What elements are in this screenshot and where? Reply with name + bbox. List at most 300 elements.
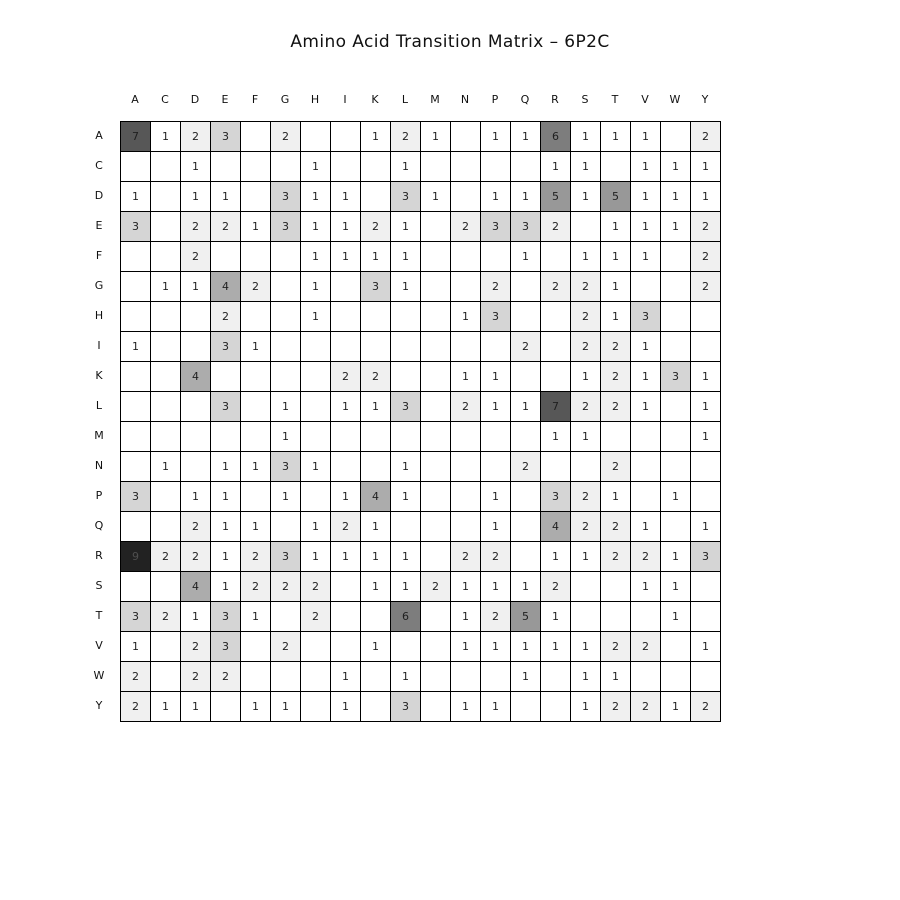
matrix-cell [510, 361, 540, 391]
matrix-cell: 1 [390, 661, 420, 691]
row-label: L [95, 399, 103, 412]
matrix-cell: 1 [180, 151, 210, 181]
matrix-cell: 1 [330, 211, 360, 241]
matrix-cell [630, 661, 660, 691]
matrix-cell [690, 451, 720, 481]
matrix-cell [420, 211, 450, 241]
matrix-cell: 3 [210, 331, 240, 361]
matrix-cell [540, 241, 570, 271]
matrix-cell: 2 [180, 121, 210, 151]
matrix-cell [240, 121, 270, 151]
row-labels [86, 121, 112, 721]
matrix-cell [330, 421, 360, 451]
matrix-cell: 1 [600, 661, 630, 691]
matrix-cell: 3 [270, 181, 300, 211]
matrix-cell: 1 [480, 511, 510, 541]
matrix-cell [420, 481, 450, 511]
matrix-cell: 1 [450, 691, 480, 721]
matrix-cell: 1 [570, 421, 600, 451]
matrix-cell: 3 [270, 211, 300, 241]
matrix-cell: 1 [300, 211, 330, 241]
matrix-cell [420, 541, 450, 571]
matrix-cell [630, 451, 660, 481]
matrix-cell: 1 [180, 271, 210, 301]
matrix-cell: 1 [570, 181, 600, 211]
matrix-cell: 1 [690, 181, 720, 211]
matrix-cell: 1 [360, 571, 390, 601]
matrix-cell: 1 [300, 271, 330, 301]
col-label: V [641, 93, 649, 106]
matrix-cell [240, 661, 270, 691]
matrix-cell [420, 331, 450, 361]
matrix-cell: 3 [210, 601, 240, 631]
matrix-cell: 2 [480, 601, 510, 631]
matrix-cell [570, 211, 600, 241]
col-label: E [221, 93, 229, 106]
matrix-cell: 1 [480, 361, 510, 391]
matrix-cell [420, 421, 450, 451]
matrix-cell [120, 301, 150, 331]
matrix-cell: 2 [570, 331, 600, 361]
matrix-cell [450, 451, 480, 481]
row-label: F [95, 249, 103, 262]
col-label: L [401, 93, 409, 106]
matrix-cell: 2 [570, 391, 600, 421]
matrix-cell: 1 [630, 331, 660, 361]
col-label: F [251, 93, 259, 106]
matrix-cell [660, 511, 690, 541]
matrix-cell: 1 [450, 301, 480, 331]
matrix-cell: 1 [150, 691, 180, 721]
matrix-cell [300, 661, 330, 691]
matrix-cell: 1 [270, 691, 300, 721]
row-label: G [94, 279, 104, 292]
col-label: Q [520, 93, 530, 106]
matrix-cell [150, 361, 180, 391]
matrix-cell: 1 [600, 121, 630, 151]
matrix-cell: 1 [660, 181, 690, 211]
matrix-cell: 1 [300, 451, 330, 481]
row-label: S [95, 579, 103, 592]
matrix-cell: 1 [450, 631, 480, 661]
matrix-cell [240, 391, 270, 421]
matrix-cell: 1 [510, 241, 540, 271]
matrix-cell [420, 391, 450, 421]
matrix-cell [420, 271, 450, 301]
matrix-cell: 1 [570, 541, 600, 571]
matrix-cell [480, 241, 510, 271]
row-label: E [95, 219, 103, 232]
matrix-cell [510, 541, 540, 571]
matrix-cell: 2 [240, 541, 270, 571]
matrix-cell: 2 [540, 211, 570, 241]
col-label: T [611, 93, 619, 106]
matrix-cell: 1 [510, 661, 540, 691]
matrix-cell [270, 241, 300, 271]
matrix-cell: 2 [630, 541, 660, 571]
matrix-cell: 1 [600, 301, 630, 331]
matrix-cell [330, 601, 360, 631]
matrix-cell: 2 [480, 541, 510, 571]
matrix-cell [150, 391, 180, 421]
matrix-cell: 3 [210, 121, 240, 151]
matrix-cell [540, 691, 570, 721]
matrix-cell: 3 [210, 631, 240, 661]
matrix-cell: 1 [330, 391, 360, 421]
matrix-cell: 2 [600, 361, 630, 391]
matrix-cell [150, 151, 180, 181]
matrix-cell [420, 451, 450, 481]
matrix-cell: 2 [240, 271, 270, 301]
matrix-cell: 2 [600, 511, 630, 541]
matrix-cell [690, 481, 720, 511]
matrix-cell: 1 [330, 241, 360, 271]
row-label: T [95, 609, 103, 622]
matrix-cell [330, 271, 360, 301]
matrix-cell: 2 [210, 661, 240, 691]
matrix-cell: 2 [600, 631, 630, 661]
matrix-cell [600, 421, 630, 451]
matrix-cell [450, 241, 480, 271]
matrix-cell [360, 301, 390, 331]
matrix-cell [420, 691, 450, 721]
matrix-cell: 1 [390, 241, 420, 271]
matrix-cell: 2 [570, 301, 600, 331]
matrix-cell: 1 [300, 541, 330, 571]
matrix-cell: 1 [390, 151, 420, 181]
col-label: K [371, 93, 379, 106]
matrix-cell [180, 301, 210, 331]
matrix-cell [690, 661, 720, 691]
matrix-cell: 2 [630, 631, 660, 661]
matrix-cell [420, 361, 450, 391]
matrix-cell: 5 [510, 601, 540, 631]
matrix-cell: 2 [270, 121, 300, 151]
matrix-cell [120, 451, 150, 481]
matrix-cell [690, 571, 720, 601]
matrix-cell: 2 [600, 391, 630, 421]
matrix-cell [450, 271, 480, 301]
matrix-cell: 1 [270, 481, 300, 511]
matrix-cell: 9 [120, 541, 150, 571]
matrix-cell: 1 [660, 541, 690, 571]
matrix-cell: 1 [420, 121, 450, 151]
matrix-cell [300, 361, 330, 391]
matrix-cell [690, 331, 720, 361]
matrix-cell: 3 [690, 541, 720, 571]
matrix-cell: 3 [480, 301, 510, 331]
matrix-cell: 2 [570, 481, 600, 511]
matrix-cell: 2 [120, 661, 150, 691]
matrix-cell: 2 [390, 121, 420, 151]
matrix-cell [270, 151, 300, 181]
matrix-cell [330, 331, 360, 361]
matrix-cell: 3 [390, 391, 420, 421]
matrix-cell: 3 [270, 541, 300, 571]
matrix-cell: 2 [480, 271, 510, 301]
row-label: A [95, 129, 103, 142]
matrix-cell: 1 [390, 451, 420, 481]
matrix-cell [330, 301, 360, 331]
matrix-cell: 1 [180, 181, 210, 211]
matrix-cell [180, 331, 210, 361]
matrix-cell [390, 421, 420, 451]
matrix-cell: 1 [660, 571, 690, 601]
matrix-cell [480, 421, 510, 451]
matrix-cell: 1 [120, 181, 150, 211]
matrix-cell: 1 [630, 151, 660, 181]
matrix-cell: 1 [360, 541, 390, 571]
matrix-cell: 1 [690, 151, 720, 181]
matrix-cell [570, 451, 600, 481]
matrix-cell: 1 [210, 511, 240, 541]
matrix-cell: 3 [660, 361, 690, 391]
matrix-cell: 4 [210, 271, 240, 301]
matrix-cell: 1 [690, 361, 720, 391]
matrix-cell: 1 [210, 481, 240, 511]
matrix-cell [210, 241, 240, 271]
matrix-cell [270, 601, 300, 631]
matrix-cell [360, 421, 390, 451]
matrix-cell: 2 [150, 541, 180, 571]
matrix-cell [390, 631, 420, 661]
matrix-cell: 1 [540, 151, 570, 181]
matrix-cell [450, 511, 480, 541]
matrix-cell [510, 481, 540, 511]
matrix-cell [420, 601, 450, 631]
matrix-cell [540, 661, 570, 691]
matrix-cell: 1 [180, 601, 210, 631]
matrix-cell: 2 [180, 631, 210, 661]
matrix-cell [120, 361, 150, 391]
matrix-cell [390, 511, 420, 541]
matrix-cell: 1 [690, 421, 720, 451]
matrix-cell [150, 211, 180, 241]
matrix-cell: 1 [300, 511, 330, 541]
matrix-cell: 1 [480, 181, 510, 211]
row-label: Q [94, 519, 104, 532]
matrix-cell [180, 421, 210, 451]
col-label: M [430, 93, 440, 106]
matrix-cell: 3 [210, 391, 240, 421]
matrix-cell: 7 [540, 391, 570, 421]
matrix-cell [150, 241, 180, 271]
matrix-cell [420, 511, 450, 541]
matrix-cell [150, 421, 180, 451]
matrix-cell [120, 571, 150, 601]
col-label: R [551, 93, 559, 106]
matrix-cell [300, 391, 330, 421]
matrix-cell [150, 301, 180, 331]
matrix-cell: 1 [330, 661, 360, 691]
matrix-cell [600, 571, 630, 601]
col-label: P [491, 93, 499, 106]
col-label: I [343, 93, 347, 106]
matrix-cell: 1 [600, 241, 630, 271]
matrix-cell [240, 631, 270, 661]
matrix-cell: 2 [690, 211, 720, 241]
matrix-cell: 3 [540, 481, 570, 511]
matrix-cell: 3 [120, 211, 150, 241]
matrix-cell [630, 271, 660, 301]
matrix-cell: 1 [300, 241, 330, 271]
matrix-cell [360, 181, 390, 211]
matrix-cell: 1 [600, 481, 630, 511]
matrix-cell [330, 631, 360, 661]
matrix-cell: 2 [690, 271, 720, 301]
row-label: C [95, 159, 103, 172]
matrix-cell: 2 [150, 601, 180, 631]
matrix-cell: 1 [300, 301, 330, 331]
matrix-cell: 1 [570, 241, 600, 271]
matrix-cell: 1 [570, 631, 600, 661]
matrix-cell: 6 [540, 121, 570, 151]
matrix-cell [570, 571, 600, 601]
matrix-cell: 2 [270, 631, 300, 661]
matrix-cell: 1 [630, 571, 660, 601]
matrix-cell [300, 421, 330, 451]
matrix-cell: 1 [450, 571, 480, 601]
matrix-cell [480, 451, 510, 481]
matrix-cell [210, 691, 240, 721]
matrix-cell [690, 301, 720, 331]
matrix-cell: 1 [630, 511, 660, 541]
matrix-cell [450, 331, 480, 361]
matrix-cell [150, 331, 180, 361]
matrix-cell [210, 361, 240, 391]
matrix-cell: 2 [180, 511, 210, 541]
matrix-cell: 1 [240, 331, 270, 361]
matrix-cell: 1 [120, 631, 150, 661]
matrix-cell: 3 [390, 691, 420, 721]
matrix-cell [330, 571, 360, 601]
col-label: C [161, 93, 169, 106]
matrix-cell [360, 601, 390, 631]
matrix-cell: 5 [600, 181, 630, 211]
row-label: V [95, 639, 103, 652]
matrix-cell [360, 331, 390, 361]
matrix-cell [330, 121, 360, 151]
matrix-cell [150, 481, 180, 511]
matrix-cell: 1 [570, 121, 600, 151]
matrix-cell [270, 271, 300, 301]
row-label: R [95, 549, 103, 562]
matrix-cell: 2 [600, 451, 630, 481]
matrix-cell: 1 [360, 391, 390, 421]
matrix-cell [330, 151, 360, 181]
matrix-cell: 1 [630, 181, 660, 211]
matrix-cell: 1 [240, 601, 270, 631]
matrix-cell [240, 421, 270, 451]
matrix-cell [450, 121, 480, 151]
matrix-cell [510, 511, 540, 541]
matrix-cell [240, 361, 270, 391]
matrix-cell: 1 [630, 211, 660, 241]
matrix-cell: 1 [510, 121, 540, 151]
col-label: D [190, 93, 200, 106]
matrix-cell [300, 631, 330, 661]
matrix-cell [240, 481, 270, 511]
matrix-cell [600, 151, 630, 181]
matrix-cell: 2 [540, 571, 570, 601]
matrix-cell: 2 [540, 271, 570, 301]
matrix-cell: 3 [270, 451, 300, 481]
matrix-cell: 1 [360, 511, 390, 541]
matrix-cell: 2 [510, 451, 540, 481]
matrix-cell: 1 [570, 661, 600, 691]
matrix-cell [540, 451, 570, 481]
matrix-cell: 1 [390, 271, 420, 301]
matrix-cell: 1 [540, 541, 570, 571]
col-label: N [460, 93, 470, 106]
matrix-cell: 1 [300, 181, 330, 211]
matrix-cell: 1 [150, 271, 180, 301]
matrix-cell: 1 [450, 361, 480, 391]
matrix-cell: 1 [480, 121, 510, 151]
matrix-cell [120, 151, 150, 181]
matrix-cell [660, 301, 690, 331]
matrix-cell [570, 601, 600, 631]
matrix-cell: 6 [390, 601, 420, 631]
matrix-cell [510, 421, 540, 451]
matrix-cell: 1 [510, 571, 540, 601]
matrix-cell: 1 [180, 481, 210, 511]
matrix-cell [510, 271, 540, 301]
matrix-cell: 1 [540, 601, 570, 631]
matrix-cell [480, 151, 510, 181]
matrix-cell: 1 [330, 691, 360, 721]
matrix-cell: 3 [630, 301, 660, 331]
matrix-cell: 2 [180, 541, 210, 571]
matrix-cell: 1 [360, 631, 390, 661]
row-label: N [94, 459, 104, 472]
matrix-cell [270, 331, 300, 361]
matrix-cell [240, 241, 270, 271]
matrix-cell [150, 661, 180, 691]
matrix-cell: 2 [120, 691, 150, 721]
matrix-cell [660, 331, 690, 361]
matrix-cell [180, 451, 210, 481]
matrix-cell [210, 151, 240, 181]
matrix-cell: 1 [480, 391, 510, 421]
matrix-cell: 1 [480, 691, 510, 721]
matrix-cell: 1 [240, 691, 270, 721]
matrix-cell [390, 331, 420, 361]
matrix-cell [600, 601, 630, 631]
col-label: Y [701, 93, 709, 106]
matrix-cell: 1 [210, 541, 240, 571]
row-label: H [94, 309, 104, 322]
matrix-cell [450, 151, 480, 181]
matrix-cell: 1 [630, 241, 660, 271]
matrix-cell: 1 [270, 391, 300, 421]
matrix-cell [510, 691, 540, 721]
matrix-cell: 1 [330, 481, 360, 511]
matrix-cell: 3 [120, 601, 150, 631]
matrix-cell [660, 631, 690, 661]
matrix-cell: 2 [600, 331, 630, 361]
matrix-cell: 2 [600, 541, 630, 571]
matrix-cell [120, 421, 150, 451]
matrix-cell: 2 [270, 571, 300, 601]
matrix-cell [420, 241, 450, 271]
matrix-cell: 1 [390, 481, 420, 511]
matrix-cell: 1 [660, 691, 690, 721]
matrix-cell: 1 [660, 211, 690, 241]
matrix-cell: 1 [150, 121, 180, 151]
matrix-cell: 1 [420, 181, 450, 211]
matrix-cell [450, 661, 480, 691]
